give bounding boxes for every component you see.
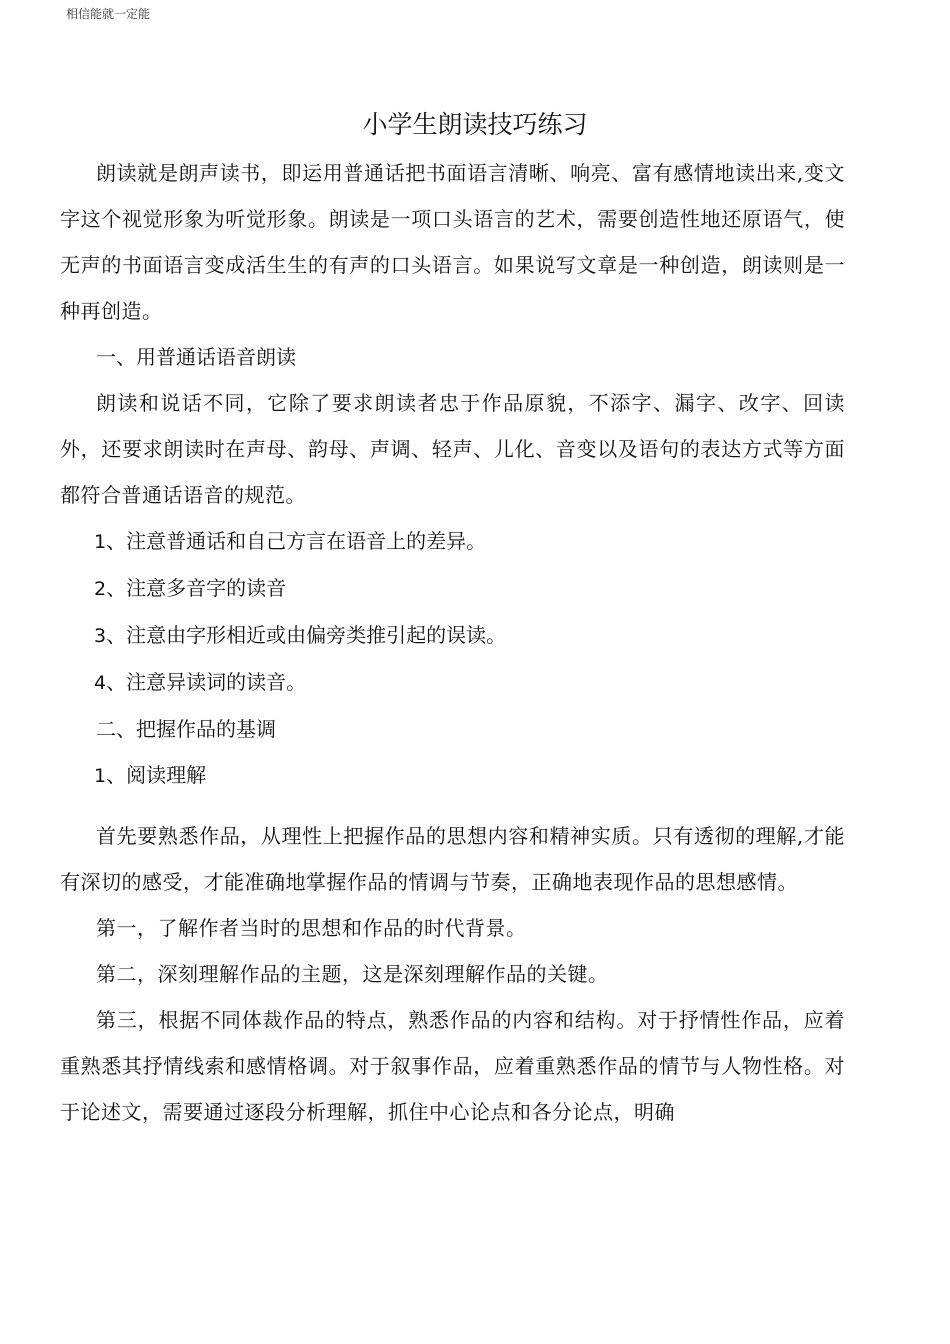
subsection-heading: 1、阅读理解: [94, 763, 207, 787]
spacer: [60, 799, 845, 813]
section2-paragraph: 首先要熟悉作品，从理性上把握作品的思想内容和精神实质。只有透彻的理解,才能有深切的感受，才能准确地掌握作品的情调与节奏，正确地表现作品的思想感情。: [60, 824, 845, 894]
list-item: 1、注意普通话和自己方言在语音上的差异。: [94, 529, 487, 553]
section1-paragraph: 朗读和说话不同，它除了要求朗读者忠于作品原貌，不添字、漏字、改字、回读外，还要求朗读时在声母、韵母、声调、轻声、儿化、音变以及语句的表达方式等方面都符合普通话语音的规范。: [60, 391, 845, 507]
header-note: 相信能就一定能: [66, 7, 151, 21]
list-item: 2、注意多音字的读音: [94, 576, 287, 600]
point-paragraph: 第二，深刻理解作品的主题，这是深刻理解作品的关键。: [96, 962, 609, 986]
document-body: [60, 150, 845, 1135]
list-item: 4、注意异读词的读音。: [94, 670, 307, 694]
point-paragraph: 第三，根据不同体裁作品的特点，熟悉作品的内容和结构。对于抒情性作品，应着重熟悉其抒情线索和感情格调。对于叙事作品，应着重熟悉作品的情节与人物性格。对于论述文，需要通过逐段分析理解，抓住中心论点和各分论点，明确: [60, 1008, 845, 1124]
intro-paragraph: 朗读就是朗声读书，即运用普通话把书面语言清晰、响亮、富有感情地读出来,变文字这个视觉形象为听觉形象。朗读是一项口头语言的艺术，需要创造性地还原语气，使无声的书面语言变成活生生的有声的口头语言。如果说写文章是一种创造，朗读则是一种再创造。: [60, 161, 845, 323]
section-heading-2: 二、把握作品的基调: [96, 717, 276, 741]
list-item: 3、注意由字形相近或由偏旁类推引起的误读。: [94, 623, 507, 647]
section-heading-1: 一、用普通话语音朗读: [96, 345, 296, 369]
point-paragraph: 第一，了解作者当时的思想和作品的时代背景。: [96, 916, 527, 940]
document-title: 小学生朗读技巧练习: [362, 110, 588, 139]
